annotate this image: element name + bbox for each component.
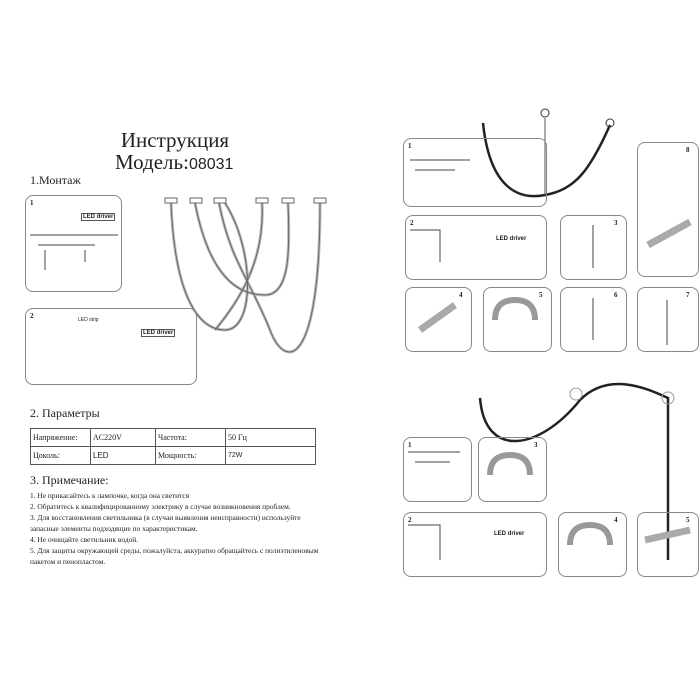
step-number: 2: [30, 312, 34, 320]
section-notes: 3. Примечание:: [30, 473, 109, 487]
step-number: 1: [408, 441, 412, 449]
bottom-step-3-panel: [478, 437, 547, 502]
step-number: 3: [614, 219, 618, 227]
cell: AC220V: [91, 429, 156, 447]
cell: 72W: [226, 447, 316, 465]
right-step-1-panel: [403, 138, 547, 207]
section-params: 2. Параметры: [30, 406, 100, 420]
cell: Напряжение:: [31, 429, 91, 447]
step-2-panel: [25, 308, 197, 385]
led-strip-label: LED strip: [78, 317, 99, 323]
step-number: 2: [408, 516, 412, 524]
right-step-8-panel: [637, 142, 699, 277]
step-number: 1: [408, 142, 412, 150]
model-number: 08031: [188, 156, 234, 173]
right-step-3-panel: [560, 215, 627, 280]
cell: Цоколь:: [31, 447, 91, 465]
right-step-4-panel: [405, 287, 472, 352]
right-step-6-panel: [560, 287, 627, 352]
step-number: 7: [686, 291, 690, 299]
step-number: 6: [614, 291, 618, 299]
note-item: 1. Не прикасайтесь к лампочке, когда она светится: [30, 491, 190, 500]
step-1-panel: [25, 195, 122, 292]
led-driver-label: LED driver: [494, 531, 525, 537]
right-step-5-panel: [483, 287, 552, 352]
cell: 50 Гц: [226, 429, 316, 447]
params-table: [30, 428, 316, 465]
led-driver-label: LED driver: [496, 236, 527, 242]
note-item: 2. Обратитесь к квалифицированному электрику в случае возникновения проблем.: [30, 502, 291, 511]
model-label: Модель:: [115, 150, 189, 174]
step-number: 1: [30, 199, 34, 207]
led-driver-label: LED driver: [143, 330, 174, 336]
step-number: 5: [686, 516, 690, 524]
step-number: 4: [614, 516, 618, 524]
step-number: 2: [410, 219, 414, 227]
step-number: 4: [459, 291, 463, 299]
cell: Частота:: [156, 429, 226, 447]
bottom-step-5-panel: [637, 512, 699, 577]
right-step-2-panel: [405, 215, 547, 280]
bottom-step-4-panel: [558, 512, 627, 577]
page-title: Инструкция: [120, 128, 230, 152]
right-step-7-panel: [637, 287, 699, 352]
notes-list: [30, 490, 330, 567]
note-item: 3. Для восстановления светильника (в случаи выявления неисправности) используйте запасные элементы подходящие по хaрактеристикам.: [30, 513, 301, 533]
note-item: 5. Для защиты окружающей среды, пожалуйста, аккуратно обращайтесь с полиэтиленовым пакетом и пенопластом.: [30, 546, 319, 566]
cell: LED: [91, 447, 156, 465]
step-number: 3: [534, 441, 538, 449]
bottom-step-1-panel: [403, 437, 472, 502]
bottom-step-2-panel: [403, 512, 547, 577]
step-number: 5: [539, 291, 543, 299]
table-row: [31, 429, 316, 447]
led-driver-label: LED driver: [83, 214, 114, 220]
table-row: [31, 447, 316, 465]
step-number: 8: [686, 146, 690, 154]
note-item: 4. Не очищайте светильник водой.: [30, 535, 139, 544]
section-mount: 1.Монтаж: [30, 173, 81, 187]
cell: Мощность:: [156, 447, 226, 465]
